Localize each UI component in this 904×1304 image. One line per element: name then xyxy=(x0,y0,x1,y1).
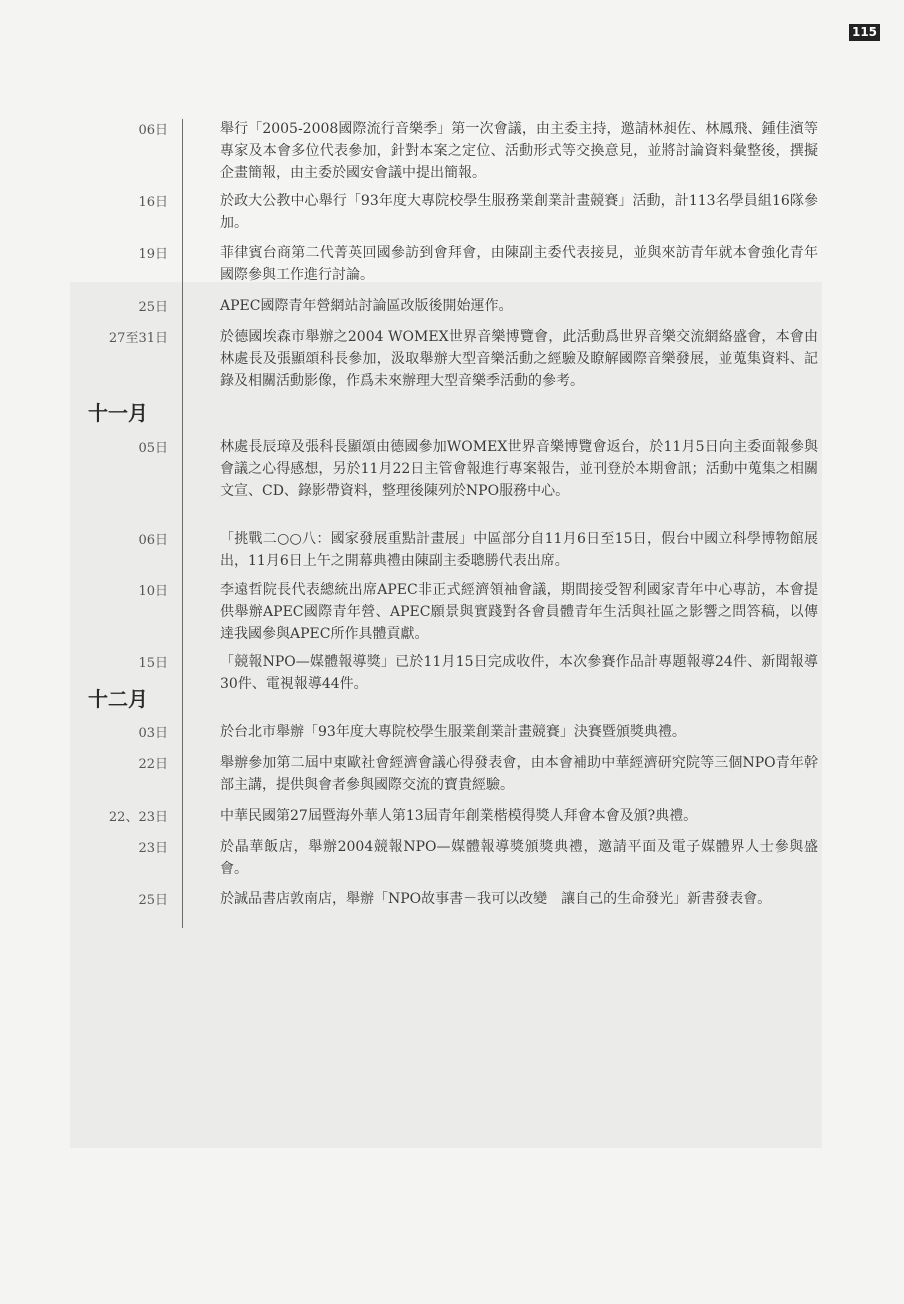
entry-date: 10日 xyxy=(138,584,168,599)
entry-text: 林處長辰璋及張科長顯頌由德國參加WOMEX世界音樂博覽會返台，於11月5日向主委面報參與會議之心得感想，另於11月22日主管會報進行專案報告，並刊登於本期會訊；活動中蒐集之相關文宣、CD、錄影帶資料，整理後陳列於NPO服務中心。 xyxy=(220,439,818,499)
entry-date: 22日 xyxy=(138,757,168,772)
entry-date: 19日 xyxy=(138,247,168,262)
entry-date: 05日 xyxy=(138,441,168,456)
page-number-badge: 115 xyxy=(849,24,880,41)
entry-date: 03日 xyxy=(138,726,168,741)
month-heading-november: 十一月 xyxy=(88,401,148,425)
entry-text: 菲律賓台商第二代菁英回國參訪到會拜會，由陳副主委代表接見，並與來訪青年就本會強化青年國際參與工作進行討論。 xyxy=(220,245,818,283)
entry-text: 舉辦參加第二屆中東歐社會經濟會議心得發表會，由本會補助中華經濟研究院等三個NPO青年幹部主講，提供與會者參與國際交流的寶貴經驗。 xyxy=(220,755,818,793)
entry-text: 於誠品書店敦南店，舉辦「NPO故事書－我可以改變 讓自己的生命發光」新書發表會。 xyxy=(220,891,772,907)
entry-text: 於台北市舉辦「93年度大專院校學生服業創業計畫競賽」決賽暨頒獎典禮。 xyxy=(220,724,686,740)
entry-text: APEC國際青年營網站討論區改版後開始運作。 xyxy=(220,298,513,314)
entry-text: 舉行「2005-2008國際流行音樂季」第一次會議，由主委主持，邀請林昶佐、林鳳飛、鍾佳濱等專家及本會多位代表參加，針對本案之定位、活動形式等交換意見，並將討論資料彙整後，撰擬企畫簡報，由主委於國安會議中提出簡報。 xyxy=(220,121,818,181)
entry-text: 於晶華飯店，舉辦2004競報NPO—媒體報導獎頒獎典禮，邀請平面及電子媒體界人士參與盛會。 xyxy=(220,839,818,877)
entry-date: 25日 xyxy=(138,300,168,315)
entry-date: 23日 xyxy=(138,841,168,856)
entry-date: 15日 xyxy=(138,656,168,671)
entry-date: 06日 xyxy=(138,533,168,548)
entry-date: 25日 xyxy=(138,893,168,908)
month-heading-december: 十二月 xyxy=(88,687,148,711)
entry-text: 於政大公教中心舉行「93年度大專院校學生服務業創業計畫競賽」活動，計113名學員組16隊參加。 xyxy=(220,193,818,231)
entry-text: 於德國埃森市舉辦之2004 WOMEX世界音樂博覽會，此活動爲世界音樂交流網絡盛會，本會由林處長及張顯頌科長參加，汲取舉辦大型音樂活動之經驗及瞭解國際音樂發展，並蒐集資料、記錄及相關活動影像，作爲未來辦理大型音樂季活動的參考。 xyxy=(220,329,818,389)
entry-text: 「挑戰二○○八：國家發展重點計畫展」中區部分自11月6日至15日，假台中國立科學博物館展出，11月6日上午之開幕典禮由陳副主委聰勝代表出席。 xyxy=(220,531,818,569)
entry-date: 27至31日 xyxy=(108,331,168,346)
entry-text: 李遠哲院長代表總統出席APEC非正式經濟領袖會議，期間接受智利國家青年中心專訪，本會提供舉辦APEC國際青年營、APEC願景與實踐對各會員體青年生活與社區之影響之問答稿，以傳達我國參與APEC所作具體貢獻。 xyxy=(220,582,818,642)
entry-date: 22、23日 xyxy=(108,810,168,825)
entry-text: 中華民國第27屆暨海外華人第13屆青年創業楷模得獎人拜會本會及頒?典禮。 xyxy=(220,808,698,824)
entry-date: 06日 xyxy=(138,123,168,138)
entry-date: 16日 xyxy=(138,195,168,210)
entry-text: 「競報NPO—媒體報導獎」已於11月15日完成收件，本次參賽作品計專題報導24件、新聞報導30件、電視報導44件。 xyxy=(220,654,818,692)
